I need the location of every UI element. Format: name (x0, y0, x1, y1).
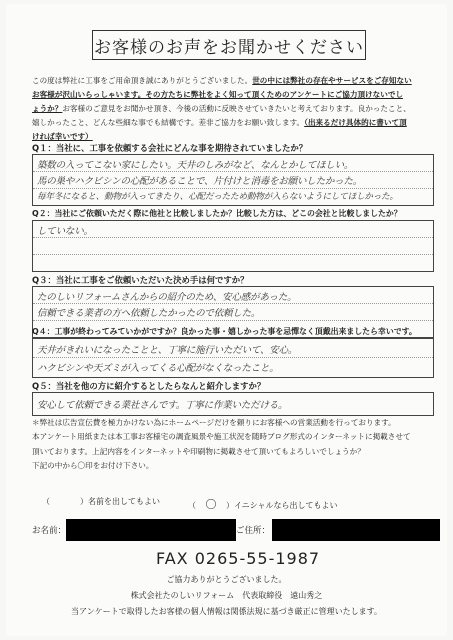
page-title (92, 30, 366, 60)
question-3-label: Q３：当社に工事をご依頼いただいた決め手は何ですか？ (32, 275, 249, 285)
note-line: ＊弊社は広告宣伝費を極力かけない為にホームページだけを頼りにお客様への営業活動を行っております。 (32, 418, 396, 427)
answer-1-line-3: 毎年冬になると、動物が入ってきたり、心配だったため動物が入らないようにしてほしかった。 (37, 192, 398, 202)
answer-box-5 (32, 392, 434, 416)
name-label: お名前： (32, 526, 67, 536)
answer-3-line-1: たのしいリフォームさんからの紹介のため、安心感があった。 (37, 292, 297, 303)
answer-box-2 (32, 220, 434, 272)
intro-text: この度は弊社に工事をご用命頂き誠にありがとうございました。 (32, 76, 253, 85)
answer-3-line-2: 信頼できる業者の方へ依頼したかったので依頼した。 (37, 308, 261, 319)
intro-underlined: ければ幸いです） (32, 132, 93, 141)
note-line: 頂いております。上記内容をインターネットや印刷物に掲載させて頂いてもよろしいでしょうか？ (32, 446, 365, 456)
circle-mark: 〇 (205, 498, 217, 511)
answer-1-line-2: 馬の巣やハクビシンの心配があることで、片付けと消毒をお願いしたかった。 (37, 176, 363, 187)
answer-2-line-1: していない。 (37, 226, 93, 237)
question-4-label: Q４：工事が終わってみていかがですか？良かった事・嬉しかった事を忌憚なく頂戴出来ましたら幸いです。 (32, 327, 417, 336)
intro-underlined: 世の中には弊社の存在やサービスをご存知ない (252, 76, 412, 85)
thanks-text: ご協力ありがとうございました。 (166, 575, 287, 584)
answer-box-4 (32, 338, 434, 378)
note-line: 下記の中から〇印をお付け下さい。 (32, 460, 154, 470)
note-line: 本アンケート用紙または本工事お客様宅の調査風景や施工状況を随時ブログ形式のインターネットに掲載させて (32, 432, 411, 442)
answer-5-line-1: 安心して依頼できる業社さんです。丁寧に作業いただける。 (37, 400, 288, 411)
intro-underlined: お客様が沢山いらっしゃいます。その方たちに弊社をよく知って頂くためのアンケートにご協力頂けないでし (32, 90, 404, 99)
fax-number: FAX 0265-55-1987 (156, 549, 321, 568)
intro-text: 嬉しかったこと、どんな些細な事でも結構です。差非ご協力をお願い致します。 (32, 118, 305, 127)
title-text: お客様のお声をお聞かせください (94, 37, 364, 58)
intro-underlined: ょうか？ (32, 104, 63, 113)
publication-note (32, 416, 436, 473)
answer-4-line-1: 天井がきれいになったことと、丁寧に施行いただいて、安心。 (37, 345, 298, 356)
question-5-label: Q５：当社を他の方に紹介するとしたらなんと紹介しますか？ (32, 381, 266, 391)
intro-text: お客様のご意見をお聞かせ頂き、今後の活動に反映させていきたいと考えております。良かったこと、 (62, 104, 411, 113)
intro-paragraph (32, 74, 436, 144)
privacy-notice: 当アンケートで取得したお客様の個人情報は関係法規に基づき厳正に管理いたします。 (71, 607, 382, 616)
intro-underlined: （出来るだけ具体的に書いて頂 (304, 118, 407, 127)
choice-option-1[interactable]: （ ）名前を出してもよい (42, 497, 160, 506)
name-redaction (66, 519, 236, 541)
question-2-label: Q２：当社にご依頼いただく際に他社と比較しましたか？比較した方は、どこの会社と比較しましたか？ (32, 209, 402, 218)
question-1-label: Q１：当社に、工事を依頼する会社にどんな事を期待されていましたか？ (32, 143, 308, 153)
answer-box-1 (32, 154, 434, 206)
company-signature: 株式会社たのしいリフォーム 代表取締役 遠山秀之 (130, 591, 323, 600)
choice-option-2[interactable]: （ 〇 ）イニシャルなら出してもよい (188, 498, 338, 511)
address-redaction (272, 519, 440, 541)
choice-1-label: 名前を出してもよい (88, 497, 160, 506)
choice-2-label: イニシャルなら出してもよい (234, 501, 338, 510)
address-label: ご住所： (236, 526, 271, 536)
survey-sheet (6, 4, 447, 636)
answer-4-line-2: ハクビシンや天ズミが入ってくる心配がなくなったこと。 (37, 363, 279, 374)
answer-1-line-1: 築数の入ってこない家にしたい。天井のしみがなど、なんとかしてほしい。 (37, 160, 354, 171)
